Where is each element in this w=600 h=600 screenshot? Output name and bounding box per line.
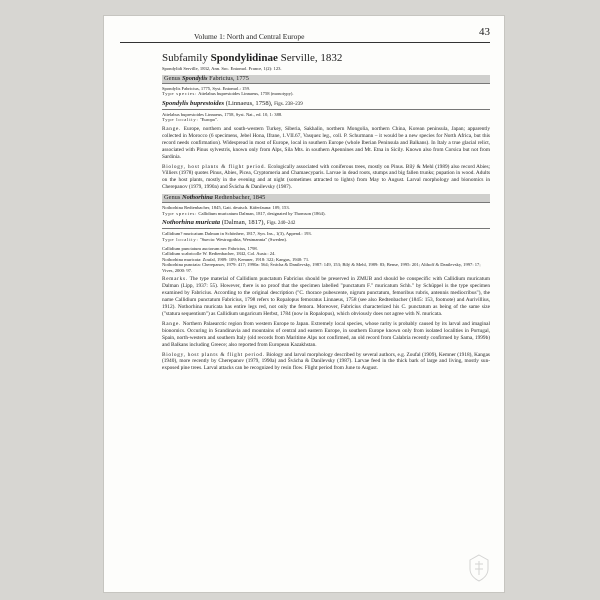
biology-text: Ecologically associated with coniferous trees, mostly on Pinus. Bílý & Mehl (1989) also record Abies; Villiers (1978) quotes Pinus, Abies, Picea, Cryptomeria and Chamaecyparis. Larvae in dead roots, stumps and big fallen trunks; pupation in wood. Adults on the host plants, mostly in the evening and at night (sometimes attracted to lights) from May to August. Larval morphology and bionomics in Cherepanov (1979, 1990a) and Švácha & Danilevsky (1987). <box>162 163 490 191</box>
genus-nothorhina-ref: Nothorhina Redtenbacher, 1845, Gatt. deutsch. Käferfauna: 109, 153. <box>162 205 290 211</box>
synonym-line: Nothorhina punctata: Cherepanov, 1979: 417; 1990a: 564; Švácha & Danilevsky, 1987: 149, 153; Bílý & Mehl, 1989: 83; Bense, 1995: 201; Althoff & Danilevsky, 1997: 17; Vives, 2000: 97. <box>162 262 481 273</box>
range-text: Europe, northern and south-western Turkey, Siberia, Sakhalin, northern Mongolia, northern China, Korean peninsula, Japan; apparently collected in Morocco (6 specimens, Jebel Hona, Ifrane, 1.VII.67, Vasquez leg., coll. P. Schurmann – it would be a new species for North Africa, but this record needs confirmation). Widespread in most of Europe, local in southern Europe (whole Iberian Peninsula and Balkans). In Italy a true glacial relict, associated with Pinus sylvestris, known only from Alps, Sila Mts. in southern Apennines and Mt. Etna in Sicily. Known also from Corsica but not from Sardinia. <box>162 125 490 160</box>
type-species-label: Type species: <box>162 210 198 216</box>
synonym-line: Callidium scabricolle W. Redtenbacher, 1842, Col. Austr.: 24. <box>162 251 276 257</box>
range-label: Range. <box>162 320 182 327</box>
genus-spondylis-ref: Spondylis Fabricius, 1775, Syst. Entomol.: 159. <box>162 85 251 91</box>
species-spondylis-ref: Attelabus buprestoides Linnaeus, 1758, Syst. Nat., ed. 10, 1: 388. <box>162 111 283 117</box>
genus-spondylis-heading <box>162 75 490 84</box>
genus-spondylis-type <box>162 91 490 97</box>
synonym-line: Nothorhina muricata: Zoufal, 1909: 109; Kemner, 1918: 322; Kangas, 1940: 71. <box>162 256 310 262</box>
genus-label: Genus <box>164 74 181 82</box>
book-page <box>104 16 504 592</box>
biology-label: Biology, host plants & flight period. <box>162 351 265 358</box>
species-spondylis-range <box>162 126 490 161</box>
species-spondylis-heading <box>162 100 490 110</box>
species-nothorhina-heading <box>162 219 490 229</box>
species-figs: Figs. 240–242 <box>266 221 296 227</box>
species-nothorhina-range <box>162 321 490 349</box>
species-spondylis-type-locality <box>162 117 490 123</box>
type-species-text: Callidium muricatum Dalman, 1817, designated by Thomson (1864). <box>198 210 326 216</box>
type-species-text: Attelabus buprestoides Linnaeus, 1758 (monotypy). <box>198 91 294 97</box>
synonym-line: Callidium? muricatum Dalman in Schönherr, 1817, Syn. Ins., 1(3), Append.: 193. <box>162 231 312 237</box>
running-title: Volume 1: North and Central Europe <box>194 32 305 41</box>
header-rule <box>120 42 490 43</box>
species-figs: Figs. 238–239 <box>274 101 303 107</box>
genus-nothorhina-heading <box>162 194 490 203</box>
biology-text: Biology and larval morphology described by several authors, e.g. Zoufal (1909), Kemner (1918), Kangas (1940), more recently by Cherepanov (1979, 1990a) and Švácha & Danilevsky (1987). Larvae feed in the thick bark of large and living, mostly sun-exposed pine trees. Larval attacks can be recognized by resin flow. Flight period from June to August. <box>162 351 490 372</box>
species-author: (Dalman, 1817), <box>221 219 266 227</box>
species-nothorhina-remarks <box>162 276 490 317</box>
genus-name: Spondylis <box>181 74 208 82</box>
species-author: (Linnaeus, 1758), <box>225 99 273 107</box>
species-name: Nothorhina muricata <box>162 219 221 227</box>
range-label: Range. <box>162 125 182 132</box>
biology-label: Biology, host plants & flight period. <box>162 163 267 170</box>
species-nothorhina-biology <box>162 352 490 373</box>
genus-nothorhina-type <box>162 211 490 217</box>
page-number: 43 <box>479 26 490 38</box>
page-content <box>162 52 490 372</box>
species-spondylis-biology <box>162 164 490 192</box>
genus-label: Genus <box>164 194 181 202</box>
synonym-line: Callidium punctatum auctorum nec Fabricius, 1798. <box>162 245 258 251</box>
genus-author: Fabricius, 1775 <box>209 74 249 82</box>
watermark-icon <box>468 554 490 582</box>
type-species-label: Type species: <box>162 91 198 97</box>
subfamily-prefix: Subfamily <box>162 52 208 64</box>
genus-name: Nothorhina <box>181 194 213 202</box>
type-locality-text: "Suecia: Westrogothia, Westmannia" (Sweden). <box>199 236 288 242</box>
subfamily-ref: Spondylidi Serville, 1832, Ann. Soc. Entomol. France, 1(2): 123. <box>162 66 282 71</box>
remarks-label: Remarks. <box>162 276 188 283</box>
genus-author: Redtenbacher, 1845 <box>214 194 266 202</box>
remarks-text: The type material of Callidium punctatum Fabricius should be preserved in ZMUB and should be conspecific with Callidium muricatum Dalman (Lipp, 1937: 55). However, there is no proof that the specimen labelled "punctatum F." muricatum Schh." by Schüppel is the type specimen examined by Fabricius. According to the original description ("C. thorace pubescente, nigrum punctatum, femoribus rubris, antennis mediocribus"), the name Callidium punctatum Fabricius, 1798 refers to Ropalopus femoratus Linnaeus, 1758 (see also Redtenbacher (1845: 153, footnote) and Aurivillius, 1912). Nothorhina muricata has entire legs red, not only the femora. Moreover, Fabricius characterized his C. punctatum as being of the same size ("statura sequentium") as Callidium ungaricum Herbst, 1784 (now in Ropalopus), which obviously does not agree with N. muricata. <box>162 276 491 317</box>
type-locality-text: "Europa". <box>199 117 218 123</box>
type-locality-label: Type locality: <box>162 236 199 242</box>
species-name: Spondylis buprestoides <box>162 99 225 107</box>
range-text: Northern Palaearctic region from western Europe to Japan. Extremely local species, whose rarity is probably caused by its larval and imaginal bionomics. Occuring in Scandinavia and mountains of central and eastern Europe, in southern Europe known only from isolated localities in Portugal, Spain, north-western and southern Italy (old records from Maritime Alps not confirmed, an old record from Calabria recently confirmed by Sama, 1999b) and Balkans including Greece; also reported from European Kazakhstan. <box>162 320 491 348</box>
page-header <box>120 26 490 42</box>
type-locality-label: Type locality: <box>162 117 199 123</box>
subfamily-author: Serville, 1832 <box>280 52 343 64</box>
subfamily-name: Spondylidinae <box>210 52 278 64</box>
subfamily-heading <box>162 52 490 65</box>
